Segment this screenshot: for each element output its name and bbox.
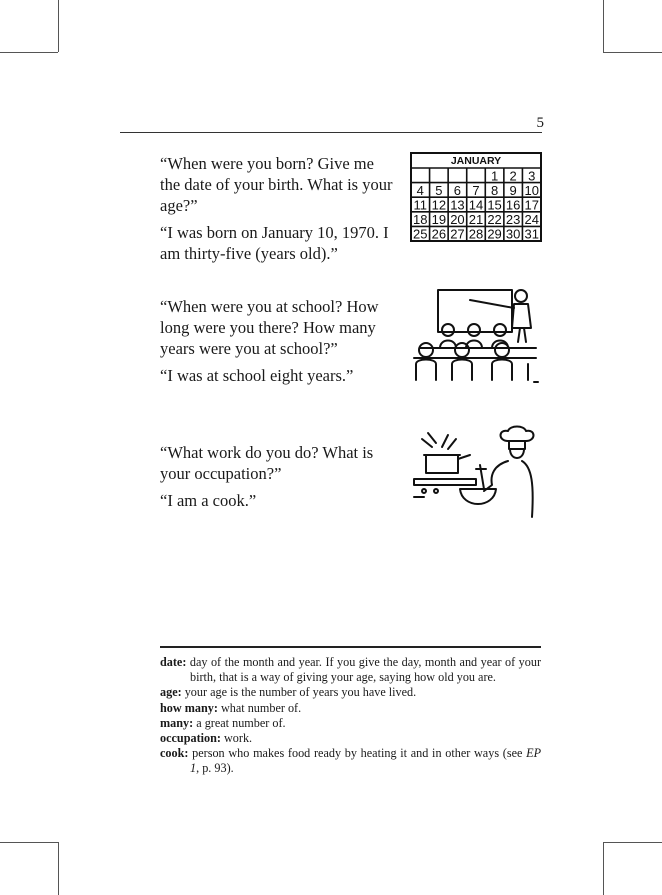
classroom-illustration: [410, 288, 542, 388]
answer-work: “I am a cook.”: [160, 491, 257, 510]
crop-mark: [58, 842, 59, 895]
calendar-day: 3: [528, 168, 536, 184]
calendar-day: 26: [431, 226, 447, 242]
calendar-illustration: [410, 152, 542, 242]
calendar-day: 17: [524, 197, 539, 213]
glossary-definition: what number of.: [220, 700, 302, 715]
question-birth: “When were you born? Give me the date of your birth. What is your age?”: [160, 154, 393, 215]
glossary-definition-text: , p. 93).: [196, 761, 234, 776]
answer-birth: “I was born on January 10, 1970. I am thirty-five (years old).”: [160, 223, 389, 263]
calendar-day: 25: [413, 226, 428, 242]
glossary-entry: [160, 731, 541, 746]
glossary-entry: [160, 716, 541, 731]
glossary-term: many:: [160, 715, 194, 730]
glossary-entry: [160, 701, 541, 716]
glossary-definition: day of the month and year. If you give the day, month and year of your birth, that is a way of giving your age, saying how old you are.: [189, 655, 542, 685]
calendar-day: 28: [468, 226, 484, 242]
question-school: “When were you at school? How long were you there? How many years were you at school?”: [160, 297, 379, 358]
glossary-reference: EP 1: [190, 746, 542, 776]
calendar-day: 5: [435, 182, 443, 198]
glossary-definition: work.: [223, 731, 253, 746]
calendar-day: 24: [524, 212, 539, 228]
glossary-entry: [160, 655, 541, 685]
calendar-day: 18: [413, 212, 428, 228]
glossary: [160, 655, 541, 777]
glossary-definition-text: person who makes food ready by heating it and in other ways (see: [192, 746, 527, 761]
glossary-term: date:: [160, 655, 187, 669]
page-number: 5: [536, 115, 544, 131]
calendar-day: 27: [450, 226, 465, 242]
glossary-term: how many:: [160, 700, 218, 715]
crop-mark: [603, 0, 604, 52]
calendar-day: 4: [416, 182, 424, 198]
calendar-day: 20: [450, 212, 465, 228]
glossary-entry: [160, 685, 541, 700]
calendar-day: 9: [509, 182, 517, 198]
calendar-day: 21: [468, 212, 484, 228]
glossary-definition: [190, 746, 541, 775]
header-rule: [120, 132, 542, 133]
calendar-day: 16: [505, 197, 521, 213]
glossary-term: cook:: [160, 746, 189, 761]
glossary-definition: your age is the number of years you have lived.: [184, 685, 417, 700]
glossary-term: age:: [160, 685, 182, 700]
calendar-grid: [411, 168, 541, 242]
calendar-day: 19: [431, 212, 447, 228]
cook-illustration: [410, 425, 540, 520]
crop-mark: [0, 842, 58, 843]
calendar-day: 13: [450, 197, 465, 213]
calendar-day: 8: [490, 182, 499, 198]
crop-mark: [603, 842, 604, 895]
answer-school: “I was at school eight years.”: [160, 366, 354, 385]
calendar-day: 23: [505, 212, 521, 228]
crop-mark: [603, 842, 662, 843]
glossary-entry: [160, 746, 541, 776]
calendar-day: 7: [472, 182, 480, 198]
calendar-day: 14: [468, 197, 484, 213]
glossary-rule: [160, 646, 541, 648]
crop-mark: [603, 52, 662, 53]
question-work: “What work do you do? What is your occupation?”: [160, 443, 374, 483]
crop-mark: [0, 52, 58, 53]
calendar-day: 29: [487, 226, 502, 242]
calendar-day: 2: [509, 168, 517, 184]
glossary-term: occupation:: [160, 731, 221, 746]
calendar-day: 12: [431, 197, 447, 213]
calendar-day: 15: [487, 197, 502, 213]
calendar-day: 31: [524, 226, 539, 242]
calendar-day: 10: [524, 182, 539, 198]
glossary-definition: a great number of.: [196, 715, 286, 730]
calendar-day: 6: [453, 182, 462, 198]
calendar-day: 1: [490, 168, 499, 184]
calendar-day: 22: [487, 212, 502, 228]
calendar-day: 11: [413, 197, 428, 213]
crop-mark: [58, 0, 59, 52]
calendar-day: 30: [505, 226, 521, 242]
blackboard-icon: [438, 290, 512, 332]
calendar-month: JANUARY: [450, 155, 502, 167]
